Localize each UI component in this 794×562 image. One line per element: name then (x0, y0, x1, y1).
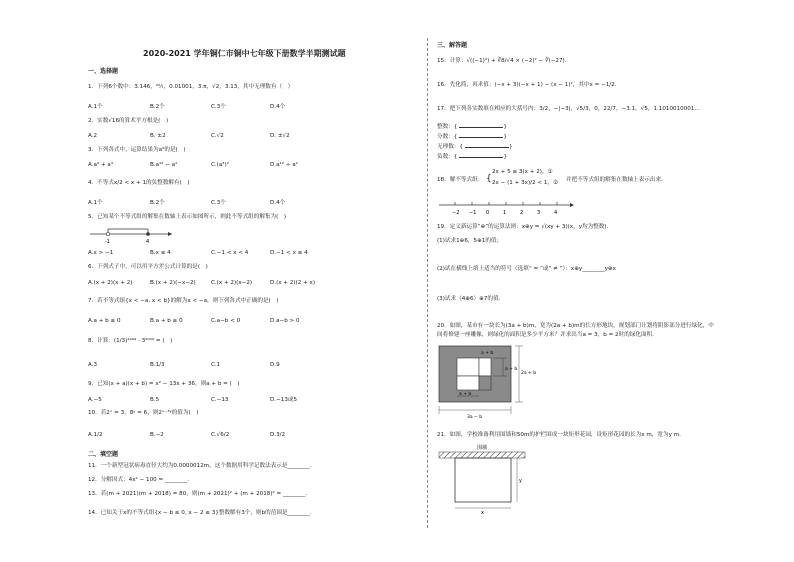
q10-opt-b: B.−2 (150, 432, 164, 438)
q9-opt-d: D.−13或5 (270, 397, 298, 403)
q1-opt-a: A.1个 (88, 104, 103, 110)
q1-opt-d: D.4个 (270, 104, 286, 110)
q18-eq2: 2x − (1 + 3x)/2 < 1，② (492, 180, 559, 186)
q5-axis-label-a: -1 (105, 239, 110, 244)
q4-opt-c: C.3个 (211, 200, 226, 206)
axis-tick-label: 4 (554, 210, 558, 216)
q7-opt-a: A.a + b ≤ 0 (88, 318, 121, 324)
q9-opt-a: A.−5 (88, 397, 102, 403)
q16-text: 16．先化简，再求值：(−x + 3)(−x + 1) − (x − 1)²，其中x = −1/2． (437, 82, 621, 88)
q20-figure (437, 344, 547, 420)
q3-text: 3．下列各式中，运算结果为a⁶的是( ) (88, 147, 186, 153)
q14-text: 14．已知关于x的不等式组{x − b ≤ 0, x − 2 ≥ 3}整数解有3个，则b的范围是________． (88, 510, 316, 516)
q4-text: 4．不等式x/2 < x + 1的负整数解有( ) (88, 180, 190, 186)
q8-opt-d: D.9 (270, 362, 280, 368)
q3-opt-c: C.(a³)² (211, 162, 229, 168)
axis-tick-label: −1 (469, 210, 477, 216)
q17-close-irrational: } (508, 144, 513, 150)
q17-row-integer (437, 121, 507, 131)
axis-tick-label: 3 (537, 210, 541, 216)
q4-opt-a: A.1个 (88, 200, 103, 206)
q18-eq1: 2x + 5 ≤ 3(x + 2)，① (492, 169, 553, 175)
q10-opt-c: C.√6/2 (211, 432, 230, 438)
q7-opt-c: C.a−b < 0 (211, 318, 241, 324)
section-answer: 三、解答题 (437, 42, 468, 49)
q5-axis-label-b: 4 (146, 239, 150, 244)
q6-opt-a: A.(x + 2)(x + 2) (88, 280, 133, 286)
q12-text: 12．分解因式：4x² − 100 = ________． (88, 477, 193, 483)
q17-row-fraction (437, 131, 507, 141)
q13-text: 13．若(m + 2021)(m + 2018) = 80，则(m + 2021)² + (m + 2018)² = ________． (88, 491, 311, 497)
q4-opt-b: B.2个 (150, 200, 165, 206)
q17-row-irrational (437, 141, 513, 151)
q19-text: 19．定义新运算“⊕”的运算法则：x⊕y = √(xy + 3)(x，y均为整数)． (437, 224, 613, 230)
q2-opt-b: B. ±2 (150, 133, 166, 139)
q3-opt-d: D.a¹² ÷ a² (270, 162, 298, 168)
q2-opt-d: D. ±√2 (270, 133, 290, 139)
q2-text: 2．实数√16的算术平方根是( ) (88, 118, 169, 124)
q6-text: 6．下列式子中，可以用平方差公式计算的是( ) (88, 264, 208, 270)
q20-text-2: 间将修建一座雕像，则绿化的面积是多少平方米？并求出当a = 3，b = 2时的绿化面积． (437, 332, 658, 338)
q5-text: 5．已知某个不等式组的解集在数轴上表示如图所示，则此不等式组的解集为( ) (88, 214, 287, 220)
q11-text: 11．一个新型冠状病毒直径大约为0.0000012m，这个数据用科学记数法表示是________． (88, 463, 316, 469)
section-choice: 一、选择题 (88, 68, 119, 75)
column-divider (427, 38, 428, 528)
fig20-label-right-inner: a + b (505, 367, 518, 372)
q6-opt-c: C.(x + 2)(x−2) (211, 280, 253, 286)
q8-opt-b: B.1/3 (150, 362, 165, 368)
fig20-label-bottom-inner: a + b (459, 392, 472, 397)
axis-tick-label: 2 (520, 210, 524, 216)
q7-opt-d: D.a−b > 0 (270, 318, 300, 324)
q5-opt-d: D.−1 < x ≤ 4 (270, 250, 308, 256)
q5-opt-a: A.x > −1 (88, 250, 114, 256)
q3-opt-a: A.a³ + a³ (88, 162, 114, 168)
q1-text: 1．下列6个数中：3.146，²²⁄₇，0.01001，3.π，√2，3.13，其中无理数有（ ） (88, 84, 294, 90)
q21-figure (437, 442, 537, 516)
q3-opt-b: B.a¹² − a² (150, 162, 178, 168)
fig21-x-label: x (481, 510, 484, 516)
q9-text: 9．已知(x + a)(x + b) = x² − 13x + 36，则a + b = ( ) (88, 381, 240, 387)
q9-opt-c: C.−13 (211, 397, 229, 403)
q17-close-negative: } (503, 154, 507, 160)
q18-text: 18．解不等式组： (437, 177, 484, 183)
q17-row-negative (437, 151, 507, 161)
axis-tick-label: −2 (452, 210, 460, 216)
axis-tick-label: 1 (503, 210, 507, 216)
fig20-label-width: 3a − b (467, 415, 483, 420)
q17-label-integer: 整数：{ (437, 124, 458, 130)
fig20-label-height: 2a + b (521, 371, 537, 376)
q15-text: 15．计算：√((−1)²) + ∛8/√4 × (−2)² − ∛(−27)． (437, 58, 571, 64)
q8-text: 8．计算：(1/3)¹⁹⁹⁹ · 3²⁰⁰⁰ = ( ) (88, 338, 173, 344)
q6-opt-b: B.(x + 2)(−x−2) (150, 280, 196, 286)
fig21-wall-label: 围墙 (477, 445, 488, 451)
q1-opt-c: C.3个 (211, 104, 226, 110)
q2-opt-c: C.√2 (211, 133, 224, 139)
q17-blank-integer[interactable] (459, 121, 503, 128)
q10-text: 10．若2ˣ = 3，8ʸ = 6，则2ˣ⁻³ʸ的值为( ) (88, 410, 199, 416)
q6-opt-d: D.(x + 2)(2 + x) (270, 280, 316, 286)
q17-label-negative: 负数：{ (437, 154, 458, 160)
q10-opt-d: D.3/2 (270, 432, 286, 438)
q17-blank-negative[interactable] (459, 151, 503, 158)
q17-text: 17．把下列各实数填在相应的大括号内：3/2，−|−3|，√5/3，0，22/7，−3.1，√5，1.1010010001… (437, 106, 700, 112)
q17-blank-irrational[interactable] (465, 141, 509, 148)
page-title: 2020-2021 学年铜仁市铜中七年级下册数学半期测试题 (143, 49, 346, 58)
q9-opt-b: B.5 (150, 397, 160, 403)
q17-label-irrational: 无理数：{ (437, 144, 463, 150)
q8-opt-c: C.1 (211, 362, 221, 368)
axis-tick-label: 0 (486, 210, 490, 216)
q4-opt-d: D.4个 (270, 200, 286, 206)
q18-brace: { (486, 174, 492, 184)
q2-opt-a: A.2 (88, 133, 98, 139)
q19-part2: (2)试在横线上填上适当的符号（选填“ = ”或“ ≠ ”）：x⊕y________y⊕x (437, 266, 616, 272)
q20-text: 20．如图，某市有一块长为(3a + b)m，宽为(2a + b)m的长方形地块，规划部门计划将阴影部分进行绿化，中 (437, 323, 714, 329)
q19-part1: (1)试求1⊕6，5⊕1的值； (437, 238, 503, 244)
q1-opt-b: B.2个 (150, 104, 165, 110)
q17-label-fraction: 分数：{ (437, 134, 458, 140)
q17-close-fraction: } (503, 134, 507, 140)
q18-number-line (437, 198, 577, 218)
q17-blank-fraction[interactable] (459, 131, 503, 138)
q5-opt-c: C.−1 < x < 4 (211, 250, 249, 256)
q8-opt-a: A.3 (88, 362, 98, 368)
q21-text: 21．如图，学校准备利用围墙和50m的护栏围成一块矩形花园，设矩形花园的长为x m，宽为y m． (437, 432, 685, 438)
section-fill: 二、填空题 (88, 451, 119, 458)
q7-text: 7．若不等式组{x < −a, x < b}的解为x < −a，则下列各式中正确的是( ) (88, 298, 279, 304)
q18-tail: 并把不等式组的解集在数轴上表示出来． (566, 177, 667, 183)
q7-opt-b: B.a + b ≥ 0 (150, 318, 183, 324)
q19-part3: (3)试求（4⊕6）⊕7的值． (437, 296, 505, 302)
fig20-label-top: a + b (481, 351, 494, 356)
fig21-y-label: y (519, 478, 522, 484)
q5-opt-b: B.x ≤ 4 (150, 250, 171, 256)
q17-close-integer: } (503, 124, 507, 130)
q5-number-line (88, 224, 174, 244)
q10-opt-a: A.1/2 (88, 432, 103, 438)
